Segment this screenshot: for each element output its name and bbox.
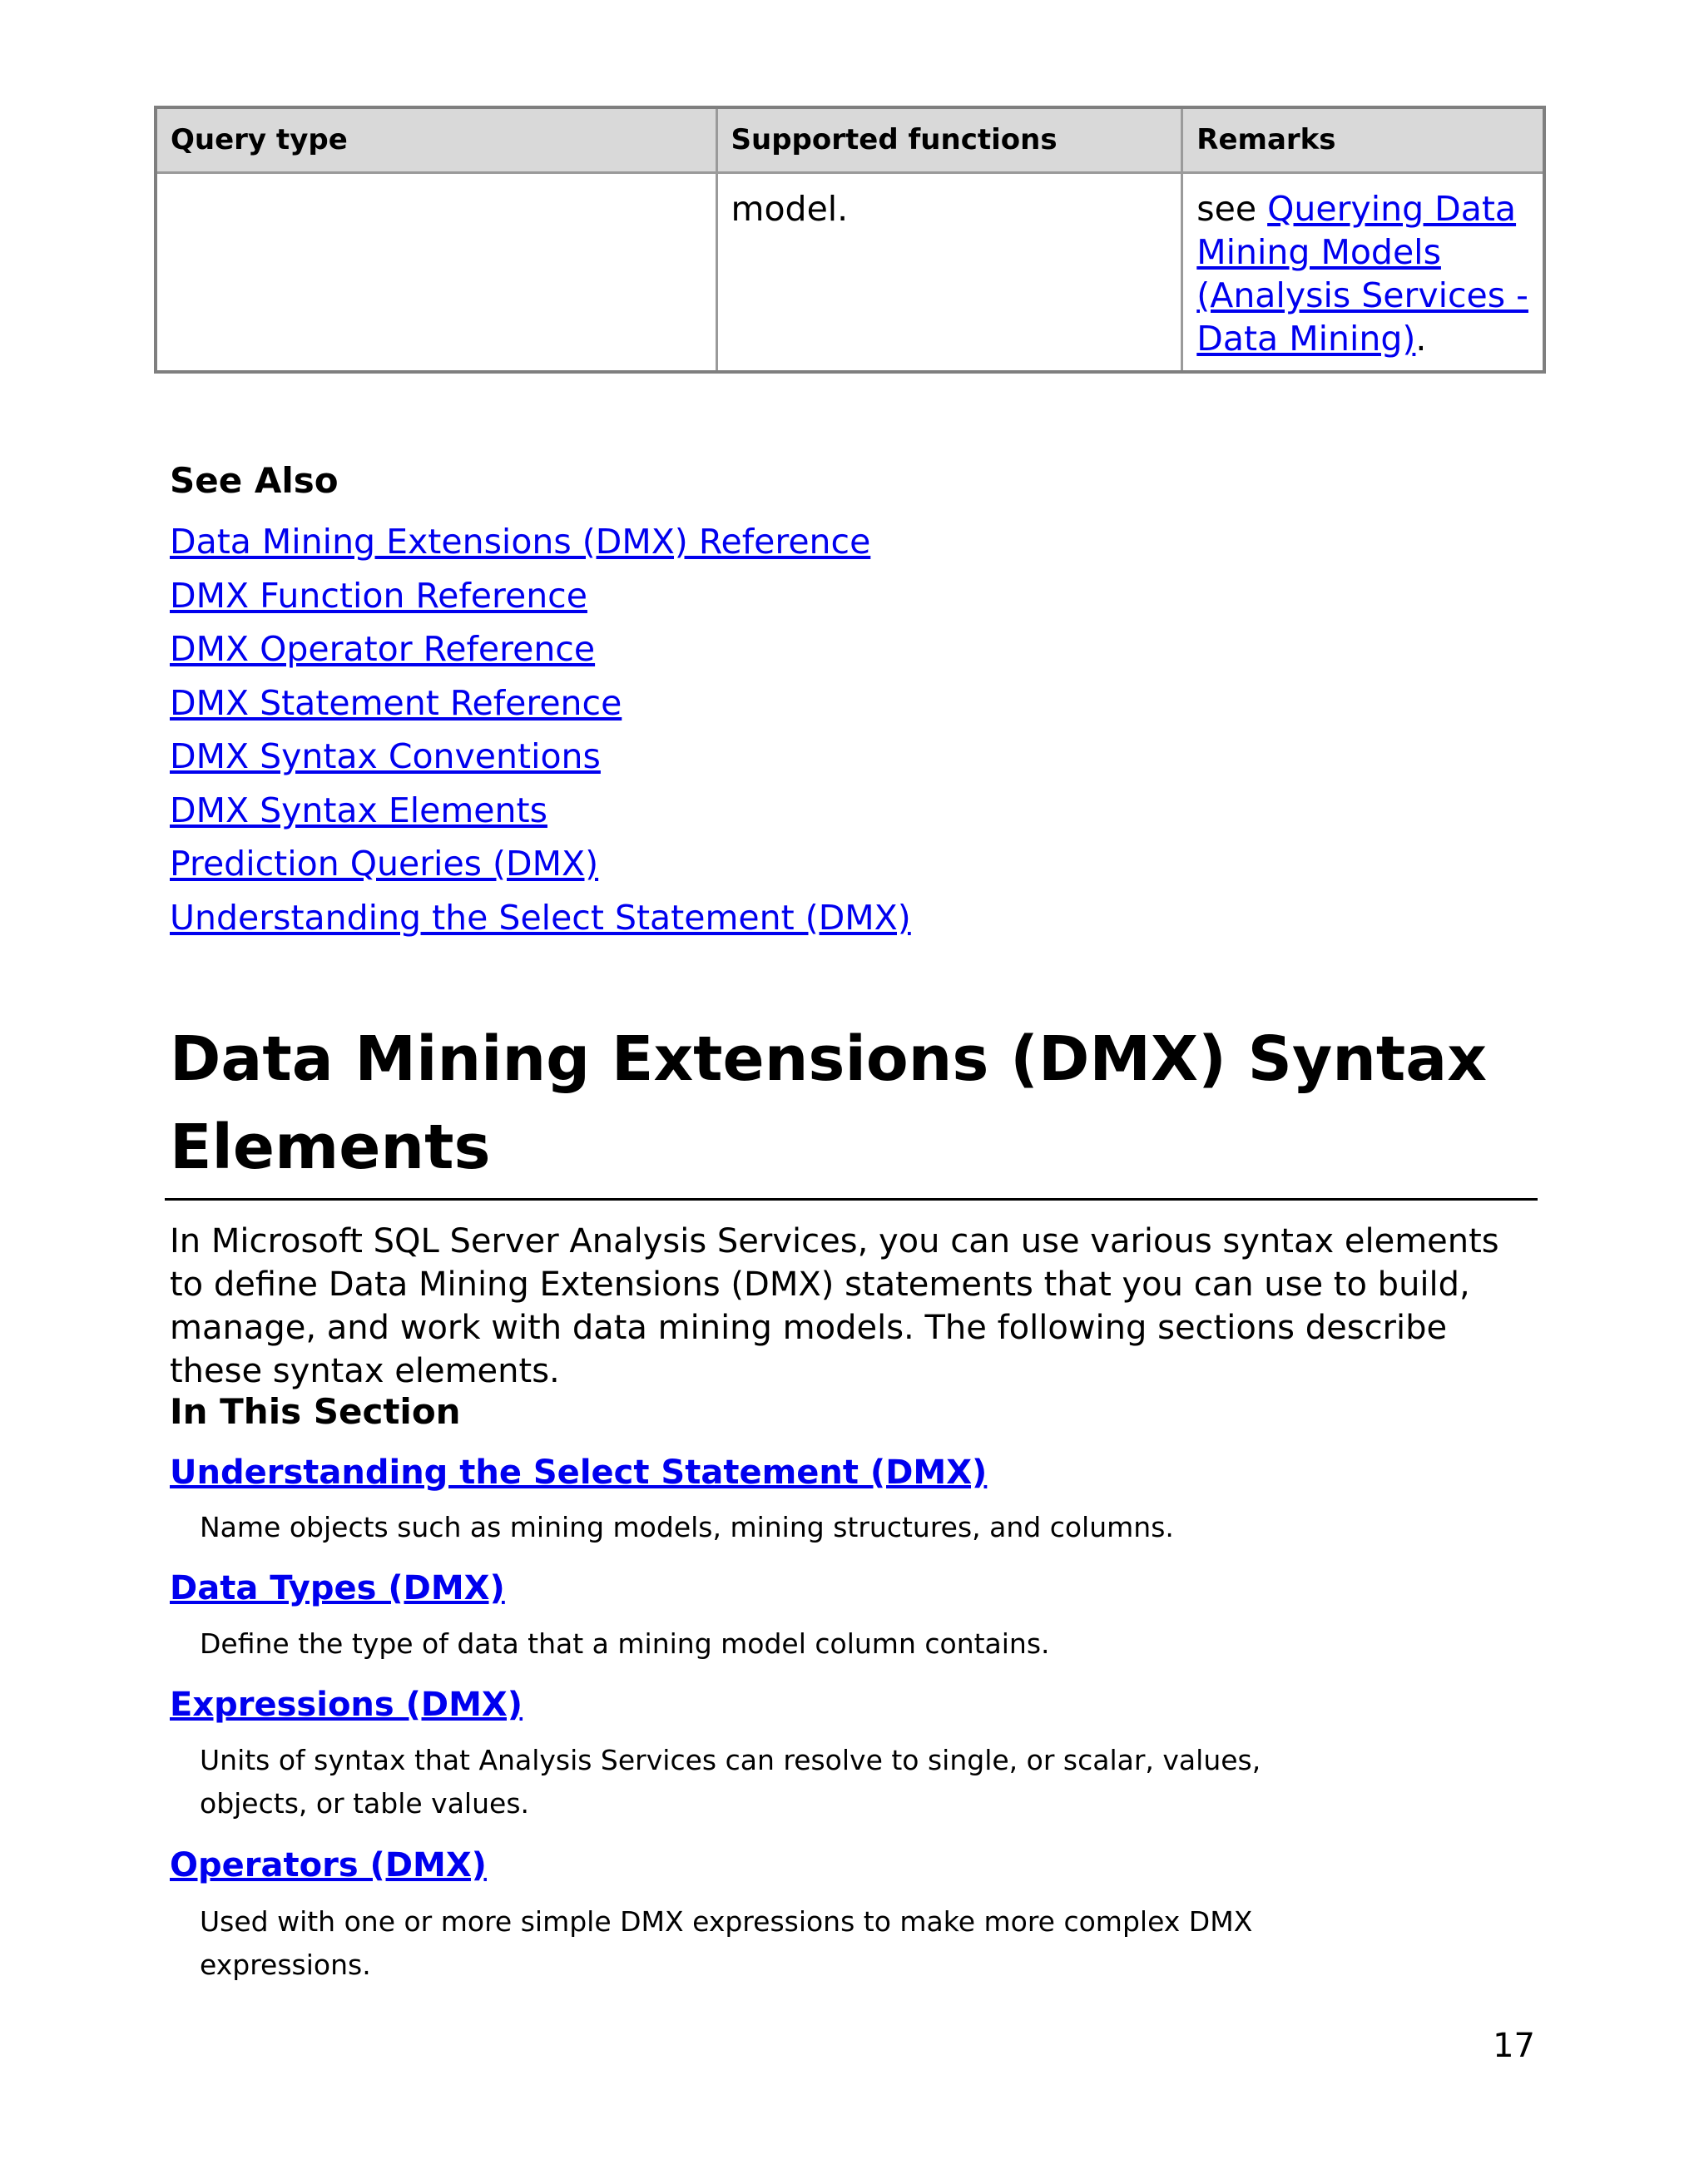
see-also-link[interactable]: Understanding the Select Statement (DMX) bbox=[170, 897, 911, 938]
table-row bbox=[156, 172, 1544, 372]
cell-supported-functions: model. bbox=[716, 172, 1182, 372]
section-link-data-types[interactable]: Data Types (DMX) bbox=[170, 1569, 505, 1607]
see-also-list bbox=[170, 519, 911, 948]
list-item bbox=[170, 626, 911, 681]
intro-paragraph: In Microsoft SQL Server Analysis Services, you can use various syntax elements to define Data Mining Extensions (DMX) statements that you can use to build, manage, and work with data mining models. The following sections describe these syntax elements. bbox=[170, 1222, 1499, 1390]
list-item bbox=[170, 788, 911, 842]
see-also-heading: See Also bbox=[170, 460, 339, 501]
section-link-expressions[interactable]: Expressions (DMX) bbox=[170, 1686, 523, 1724]
query-table bbox=[154, 106, 1546, 374]
header-query-type: Query type bbox=[156, 107, 716, 172]
see-also-link[interactable]: DMX Function Reference bbox=[170, 575, 587, 616]
remarks-prefix: see bbox=[1196, 188, 1268, 229]
list-item bbox=[170, 519, 911, 573]
table-header-row bbox=[156, 107, 1544, 172]
remarks-link[interactable]: Querying Data Mining Models (Analysis Services - Data Mining) bbox=[1196, 188, 1528, 359]
list-item bbox=[170, 681, 911, 735]
page-number: 17 bbox=[1493, 2027, 1535, 2065]
section-link-select-statement[interactable]: Understanding the Select Statement (DMX) bbox=[170, 1454, 988, 1492]
header-remarks: Remarks bbox=[1182, 107, 1544, 172]
see-also-link[interactable]: DMX Operator Reference bbox=[170, 629, 596, 669]
list-item bbox=[170, 895, 911, 949]
section-desc: Define the type of data that a mining model column contains. bbox=[200, 1627, 1050, 1660]
see-also-link[interactable]: DMX Syntax Conventions bbox=[170, 736, 601, 776]
section-title: Data Mining Extensions (DMX) Syntax Elements bbox=[170, 1023, 1487, 1183]
list-item bbox=[170, 573, 911, 627]
list-item bbox=[170, 734, 911, 788]
section-desc: Units of syntax that Analysis Services can resolve to single, or scalar, values, objects, or table values. bbox=[200, 1744, 1261, 1820]
cell-query-type bbox=[156, 172, 716, 372]
title-divider bbox=[165, 1198, 1538, 1201]
remarks-suffix: . bbox=[1415, 318, 1427, 359]
see-also-link[interactable]: DMX Statement Reference bbox=[170, 682, 622, 723]
section-desc: Used with one or more simple DMX expressions to make more complex DMX expressions. bbox=[200, 1905, 1253, 1981]
see-also-link[interactable]: Data Mining Extensions (DMX) Reference bbox=[170, 522, 871, 562]
section-desc: Name objects such as mining models, mining structures, and columns. bbox=[200, 1511, 1174, 1543]
section-link-operators[interactable]: Operators (DMX) bbox=[170, 1846, 487, 1884]
see-also-link[interactable]: Prediction Queries (DMX) bbox=[170, 844, 599, 884]
list-item bbox=[170, 841, 911, 895]
cell-remarks bbox=[1182, 172, 1544, 372]
see-also-link[interactable]: DMX Syntax Elements bbox=[170, 790, 547, 830]
in-this-section-heading: In This Section bbox=[170, 1391, 461, 1432]
header-supported-functions: Supported functions bbox=[716, 107, 1182, 172]
